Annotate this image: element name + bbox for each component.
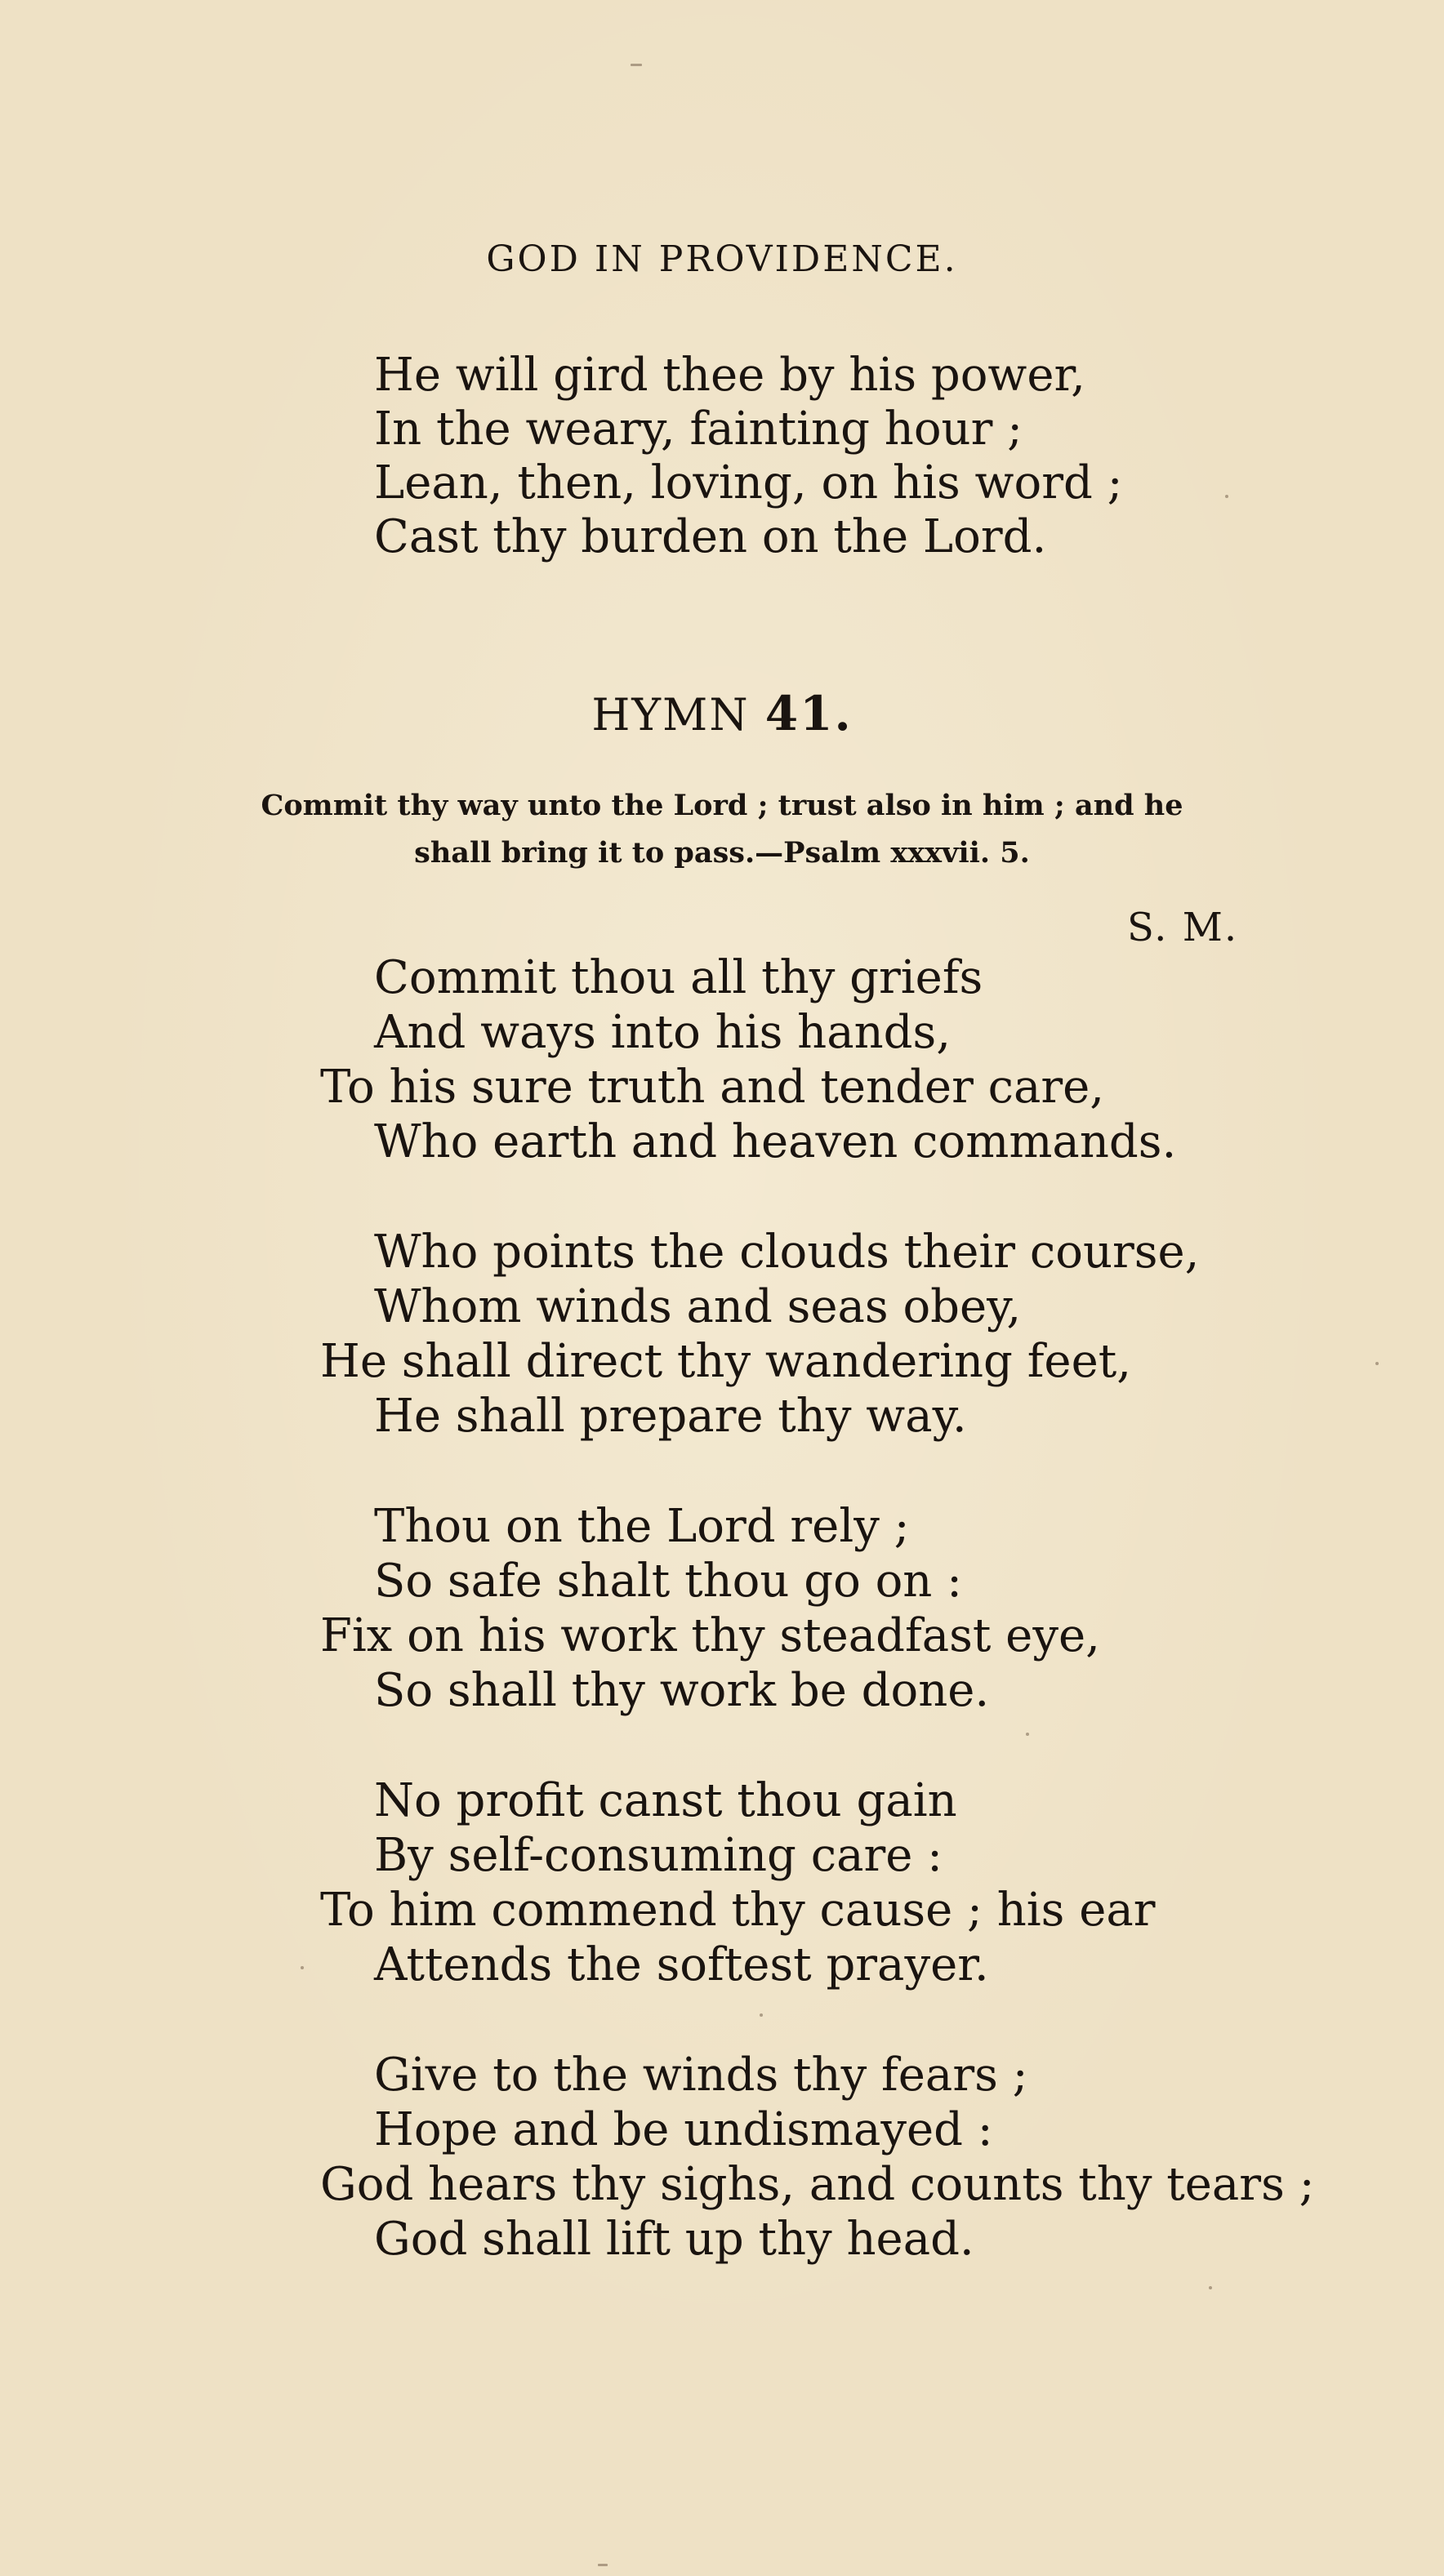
verse-line: No profit canst thou gain <box>374 1774 957 1827</box>
verse-line: To him commend thy cause ; his ear <box>320 1884 1156 1937</box>
running-head: GOD IN PROVIDENCE. <box>486 238 958 280</box>
verse-line: God shall lift up thy head. <box>374 2213 974 2266</box>
verse-line: He will gird thee by his power, <box>374 349 1085 402</box>
meter: S. M. <box>1127 905 1239 950</box>
verse-line: Who earth and heaven commands. <box>374 1115 1177 1168</box>
hymn-number: 41. <box>764 686 853 741</box>
verse-line: To his sure truth and tender care, <box>320 1061 1105 1114</box>
verse-line: So safe shalt thou go on : <box>374 1555 963 1608</box>
verse-line: God hears thy sighs, and counts thy tears ; <box>320 2158 1315 2211</box>
verse-line: Give to the winds thy fears ; <box>374 2049 1028 2102</box>
paper-speck <box>760 2013 763 2017</box>
verse-line: Hope and be undismayed : <box>374 2103 993 2156</box>
verse-line: He shall direct thy wandering feet, <box>320 1335 1132 1388</box>
hymn-title <box>0 686 1444 741</box>
paper-speck <box>1375 1362 1379 1365</box>
verse-line: He shall prepare thy way. <box>374 1390 967 1443</box>
verse-line: Whom winds and seas obey, <box>374 1280 1022 1333</box>
verse-line: By self-consuming care : <box>374 1829 943 1882</box>
verse-line: So shall thy work be done. <box>374 1664 990 1717</box>
verse-line: In the weary, fainting hour ; <box>374 403 1023 456</box>
verse-line: Attends the softest prayer. <box>374 1938 989 1991</box>
verse-line: Commit thou all thy griefs <box>374 951 983 1004</box>
epigraph-line: Commit thy way unto the Lord ; trust also in him ; and he <box>261 789 1183 822</box>
paper-speck <box>598 2564 608 2566</box>
paper-speck <box>1225 495 1228 498</box>
verse-line: Lean, then, loving, on his word ; <box>374 456 1123 509</box>
paper-speck <box>1209 2286 1212 2289</box>
verse-line: Who points the clouds their course, <box>374 1226 1200 1279</box>
paper-speck <box>301 1966 304 1969</box>
verse-line: Cast thy burden on the Lord. <box>374 510 1047 563</box>
verse-line: And ways into his hands, <box>374 1006 952 1059</box>
paper-speck <box>631 64 642 66</box>
verse-line: Fix on his work thy steadfast eye, <box>320 1609 1100 1662</box>
verse-line: Thou on the Lord rely ; <box>374 1500 910 1553</box>
paper-speck <box>1026 1733 1029 1736</box>
hymn-label: HYMN <box>591 689 750 741</box>
epigraph-line: shall bring it to pass.—Psalm xxxvii. 5. <box>414 836 1030 870</box>
